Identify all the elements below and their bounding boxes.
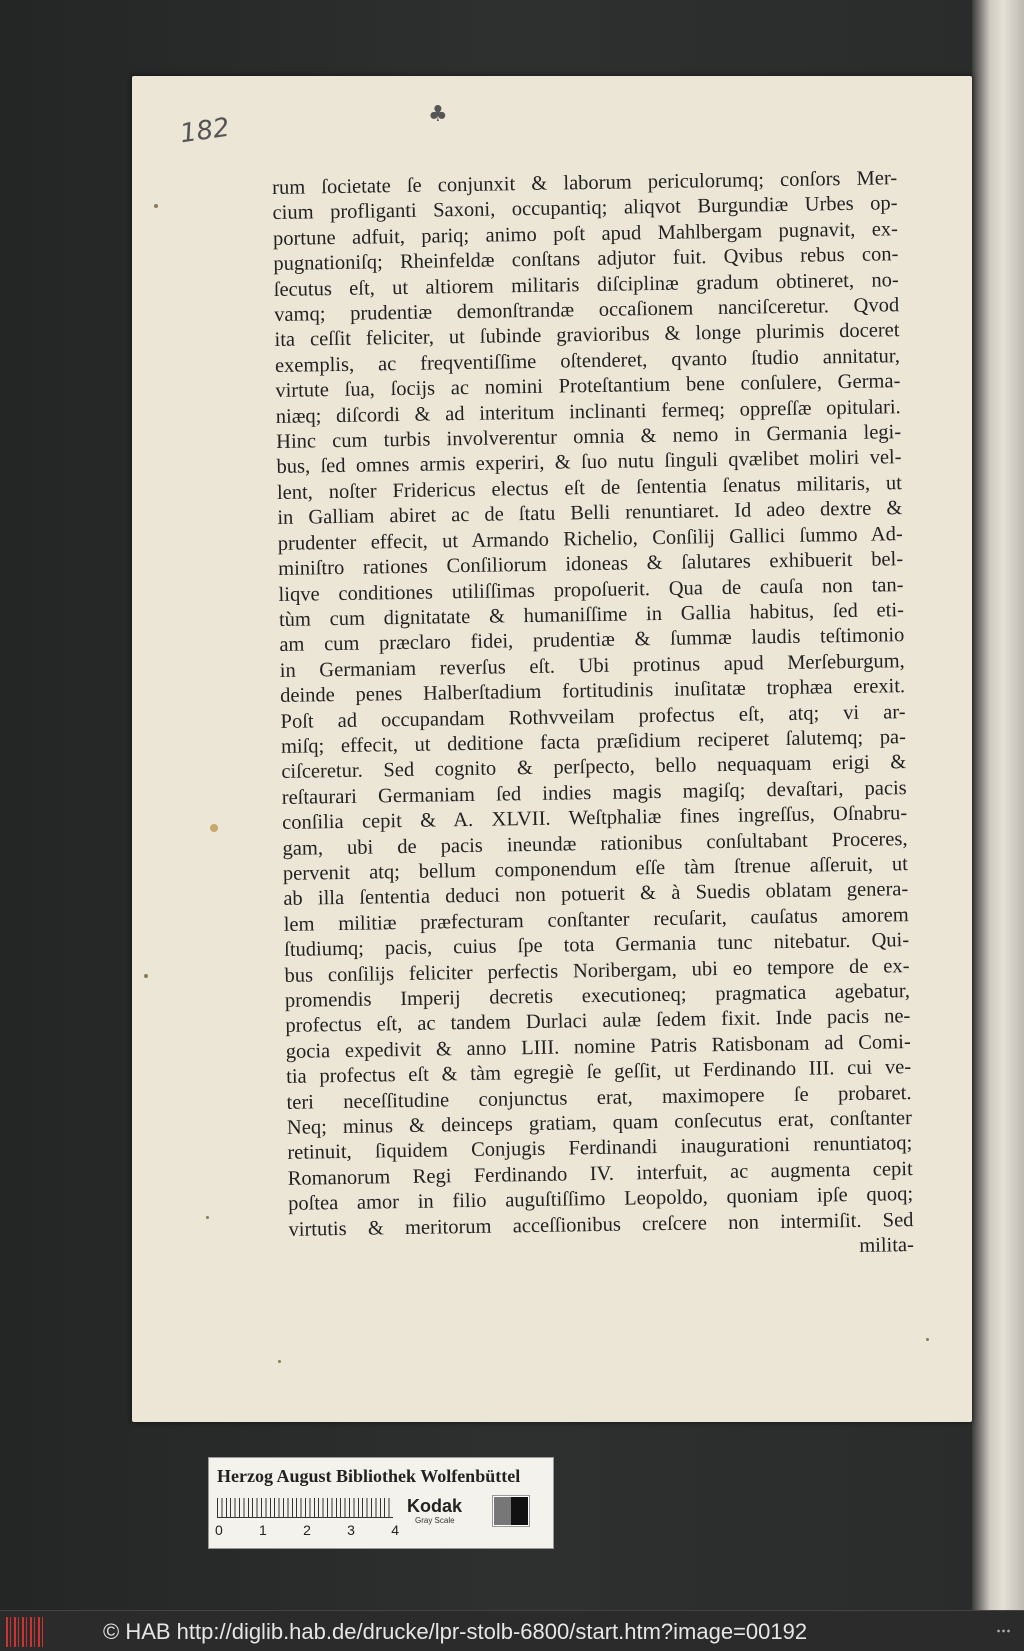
paper-speck: [144, 974, 148, 978]
book-page: [132, 76, 972, 1422]
paper-speck: [206, 1216, 209, 1219]
paper-speck: [278, 1360, 281, 1363]
more-options-icon[interactable]: [996, 1629, 1012, 1633]
text-line: ab illa ſententia deduci non potuerit & à Suedis oblatam genera-: [283, 878, 909, 911]
text-line: bus conſilijs feliciter perfectis Noribergam, ubi eo tempore de ex-: [284, 954, 910, 987]
text-line: niæq; diſcordi & ad interitum inclinanti fermeq; oppreſſæ opitulari.: [275, 395, 901, 428]
text-line: retinuit, ſiquidem Conjugis Ferdinandi inaugurationi renuntiatoq;: [287, 1132, 913, 1165]
text-line: miſq; effecit, ut deditione facta præſidium reciperet ſalutemq; pa-: [280, 726, 907, 758]
text-line: pervenit atq; bellum componendum eſſe tàm ſtrenue aſſeruit, ut: [282, 853, 909, 885]
text-line: conſilia cepit & A. XLVII. Weſtphaliæ fines ingreſſus, Oſnabru-: [281, 802, 908, 835]
ruler-scale: [217, 1498, 393, 1518]
ruler-numbers: [215, 1522, 399, 1538]
text-line: Poſt ad occupandam Rothvveilam profectus eſt, atq; vi ar-: [280, 700, 906, 733]
text-line: reſtaurari Germaniam ſed indies magis magiſq; devaſtari, pacis: [281, 776, 907, 809]
text-line: deinde penes Halberſtadium fortitudinis inuſitatæ trophæa erexit.: [279, 675, 906, 708]
text-line: ſecutus eſt, ut altiorem militaris diſciplinæ gradum obtineret, no-: [273, 268, 899, 301]
paper-speck: [210, 824, 218, 832]
ornament-icon: ♣: [428, 102, 448, 127]
text-line: virtute ſua, ſocijs ac nomini Proteſtantium bene conſulere, Germa-: [275, 370, 901, 403]
paper-speck: [154, 204, 158, 208]
text-line: tia profectus eſt & tàm egregiè ſe geſſit, ut Ferdinando III. cui ve-: [285, 1056, 912, 1089]
body-text: [272, 166, 914, 1268]
text-line: Neq; minus & deinceps gratiam, quam conſecutus erat, conſtanter: [286, 1107, 913, 1139]
ruler-number: 4: [391, 1522, 399, 1538]
adjacent-page-edge: [972, 0, 1024, 1610]
text-line: pugnationiſq; Rheinfeldæ conſtans adjutor fuit. Qvibus rebus con-: [273, 243, 899, 276]
text-line: in Germaniam reverſus eſt. Ubi protinus apud Merſeburgum,: [279, 649, 905, 682]
text-line: gam, ubi de pacis ineundæ rationibus conſultabant Proceres,: [282, 827, 908, 860]
kodak-logo: Kodak: [407, 1496, 463, 1516]
footer-bar: [0, 1610, 1024, 1651]
ruler-number: 3: [347, 1522, 355, 1538]
text-line: bus, ſed omnes armis experiri, & ſuo nutu ſinguli qvælibet moliri vel-: [276, 446, 902, 479]
text-line: Romanorum Regi Ferdinando IV. interfuit, ac augmenta cepit: [287, 1157, 913, 1190]
text-line: Hinc cum turbis involverentur omnia & nemo in Germania legi-: [276, 421, 902, 454]
ruler-number: 1: [259, 1522, 267, 1538]
text-line: vamq; prudentiæ demonſtrandæ occaſionem nanciſceretur. Qvod: [274, 294, 900, 327]
library-name: Herzog August Bibliothek Wolfenbüttel: [217, 1466, 521, 1486]
text-line: ciſceretur. Sed cognito & perſpecto, bello nequaquam erigi &: [281, 751, 907, 784]
text-line: gocia expedivit & anno LIII. nomine Patris Ratisbonam ad Comi-: [285, 1030, 911, 1063]
text-line: profectus eſt, ac tandem Durlaci aulæ ſedem fixit. Inde pacis ne-: [285, 1005, 911, 1038]
barcode-icon: [6, 1617, 46, 1647]
text-line: tùm cum dignitatate & humaniſſime in Gallia habitus, ſed eti-: [278, 599, 905, 631]
ruler-number: 2: [303, 1522, 311, 1538]
text-line: portune adfuit, pariq; animo poſt apud Mahlbergam pugnavit, ex-: [272, 217, 899, 250]
text-line: lent, noſter Fridericus electus eſt de ſententia ſenatus militaris, ut: [276, 472, 903, 504]
text-line: cium profliganti Saxoni, occupantiq; aliqvot Burgundiæ Urbes op-: [272, 192, 898, 225]
text-line: miniſtro rationes Conſiliorum idoneas & ſalutares exhibuerit bel-: [278, 548, 904, 581]
text-line: teri neceſſitudine conjunctus erat, maximopere ſe probaret.: [286, 1081, 912, 1114]
text-line: virtutis & meritorum acceſſionibus creſcere non intermiſit. Sed: [288, 1208, 914, 1241]
text-line: exemplis, ac freqventiſſime oſtenderet, qvanto ſtudio annitatur,: [274, 345, 901, 377]
text-line: poſtea amor in filio auguſtiſſimo Leopoldo, quoniam ipſe quoq;: [287, 1183, 914, 1216]
text-line: prudenter effecit, ut Armando Richelio, Conſilij Gallici ſummo Ad-: [277, 522, 903, 555]
footer-url[interactable]: © HAB http://diglib.hab.de/drucke/lpr-stolb-6800/start.htm?image=00192: [103, 1619, 808, 1644]
text-line: promendis Imperij decretis executioneq; pragmatica agebatur,: [284, 980, 911, 1012]
text-line: am cum præclaro fidei, prudentiæ & ſummæ laudis teſtimonio: [279, 624, 905, 657]
text-line: ſtudiumq; pacis, cuius ſpe tota Germania tunc nitebatur. Qui-: [283, 929, 910, 962]
gray-swatch: [493, 1496, 529, 1526]
library-calibration-card: [208, 1457, 554, 1549]
page-number: 182: [178, 112, 232, 150]
text-line: ita ceſſit feliciter, ut ſubinde gravioribus & longe plurimis doceret: [274, 319, 900, 352]
paper-speck: [926, 1338, 929, 1341]
text-line: rum ſocietate ſe conjunxit & laborum periculorumq; conſors Mer-: [272, 167, 898, 199]
text-line: liqve conditiones utiliſſimas propoſuerit. Qua de cauſa non tan-: [278, 573, 904, 606]
text-line: lem militiæ præfecturam conſtanter recuſarit, cauſatus amorem: [283, 903, 909, 936]
ruler-number: 0: [215, 1522, 223, 1538]
text-line: milita-: [859, 1234, 915, 1257]
gray-scale-label: Gray Scale: [415, 1516, 455, 1525]
text-line: in Galliam abiret ac de ſtatu Belli renuntiaret. Id adeo dextre &: [277, 497, 903, 530]
